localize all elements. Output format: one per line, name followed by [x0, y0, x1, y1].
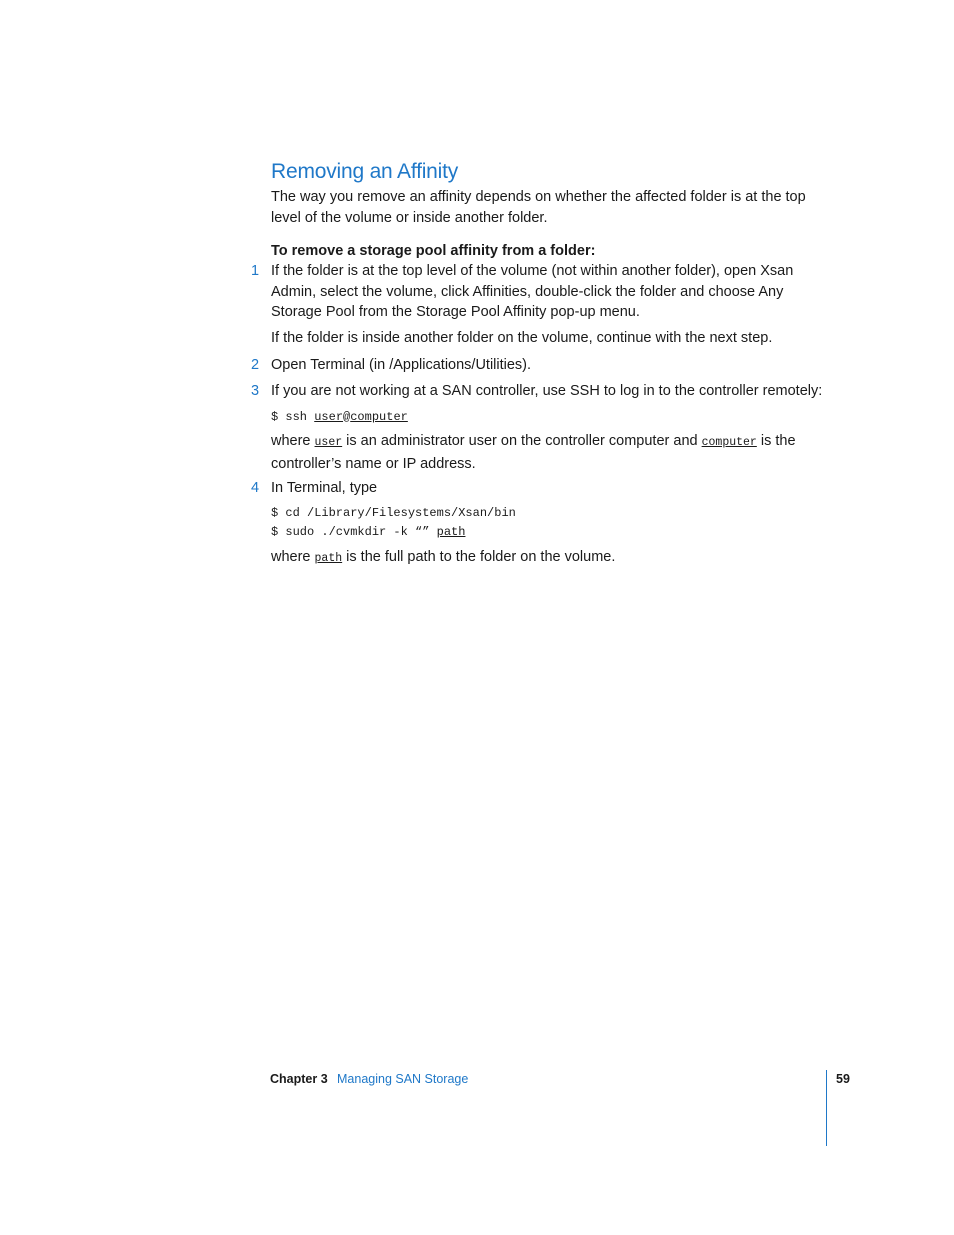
step-2-text: Open Terminal (in /Applications/Utilities).: [271, 357, 532, 373]
where-label-2: where: [271, 549, 315, 565]
step-3-explanation: [271, 431, 823, 474]
footer-chapter-title: Managing SAN Storage: [337, 1072, 469, 1086]
explanation-end: is the controller’s name or IP address.: [271, 433, 796, 472]
user-variable: user: [314, 436, 343, 449]
where-label: where: [271, 433, 315, 449]
ssh-command-prefix: $ ssh: [271, 410, 315, 424]
step-2-number: 2: [251, 357, 260, 373]
cvmkdir-command: [271, 525, 465, 539]
task-title: To remove a storage pool affinity from a folder:: [271, 243, 596, 259]
path-explanation-end: is the full path to the folder on the volume.: [342, 549, 616, 565]
step-1-number: 1: [251, 263, 260, 279]
section-heading: Removing an Affinity: [271, 160, 459, 183]
intro-paragraph: The way you remove an affinity depends on whether the affected folder is at the top level of the volume or inside another folder.: [271, 189, 806, 226]
step-3-number: 3: [251, 383, 260, 399]
step-4-explanation: [271, 547, 823, 570]
step-4-number: 4: [251, 480, 260, 496]
step-3-text: If you are not working at a SAN controller, use SSH to log in to the controller remotely:: [271, 383, 823, 399]
ssh-at-sign: @: [343, 410, 351, 424]
page-number: 59: [836, 1072, 850, 1086]
ssh-command: [271, 410, 408, 424]
explanation-middle: is an administrator user on the controller computer and: [342, 433, 702, 449]
path-placeholder: path: [436, 525, 466, 539]
path-variable: path: [314, 552, 343, 565]
footer-divider: [826, 1070, 827, 1146]
computer-variable: computer: [701, 436, 757, 449]
step-4-text: In Terminal, type: [271, 480, 378, 496]
cd-command: $ cd /Library/Filesystems/Xsan/bin: [271, 506, 516, 520]
step-1-text: If the folder is at the top level of the volume (not within another folder), open Xsan Admin, select the volume, click Affinities, double-click the folder and choose Any Storage Pool from the Storage Pool Affinity pop-up menu.: [271, 263, 794, 320]
ssh-computer-placeholder: computer: [350, 410, 408, 424]
footer-chapter-label: Chapter 3: [270, 1072, 328, 1086]
cvmkdir-command-prefix: $ sudo ./cvmkdir -k “”: [271, 525, 437, 539]
step-1-note: If the folder is inside another folder on the volume, continue with the next step.: [271, 330, 773, 346]
ssh-user-placeholder: user: [314, 410, 344, 424]
